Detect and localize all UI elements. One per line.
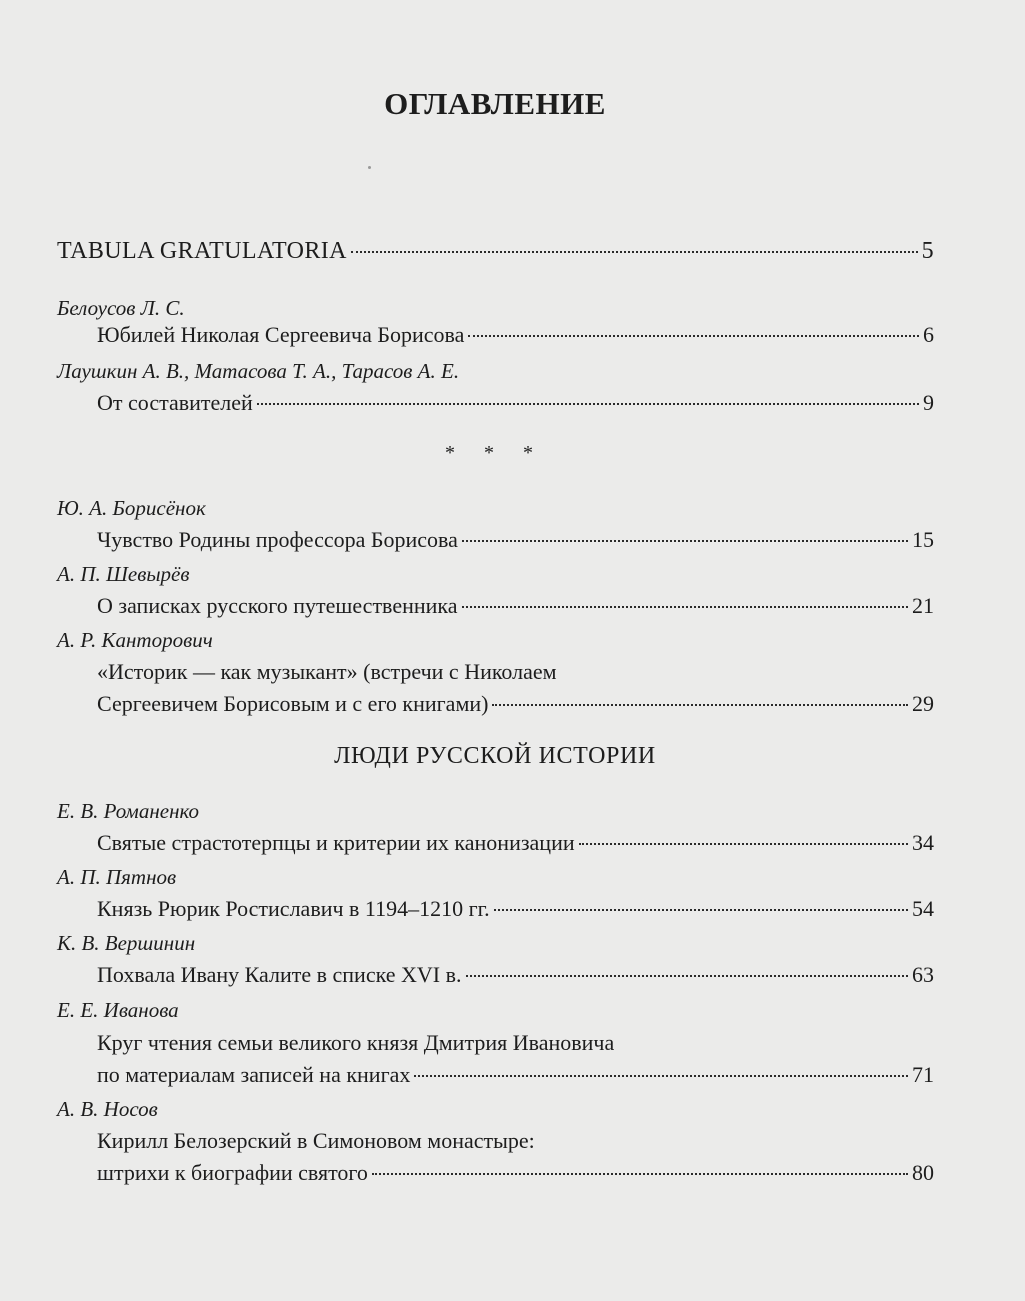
paper-speck	[368, 166, 371, 169]
page-number: 29	[912, 691, 934, 716]
author-name: К. В. Вершинин	[57, 931, 196, 955]
page-number: 9	[923, 390, 934, 415]
toc-entry[interactable]	[97, 829, 934, 857]
author-name: Е. Е. Иванова	[57, 998, 179, 1022]
page-number: 54	[912, 896, 934, 921]
author-name: Е. В. Романенко	[57, 799, 200, 823]
toc-entry[interactable]	[97, 1159, 934, 1187]
leader-dots	[468, 335, 919, 337]
entry-title: штрихи к биографии святого	[97, 1160, 368, 1185]
entry-title: Похвала Ивану Калите в списке XVI в.	[97, 962, 462, 987]
page-number: 6	[923, 322, 934, 347]
page-number: 15	[912, 527, 934, 552]
entry-title-line: Кирилл Белозерский в Симоновом монастыре:	[97, 1128, 535, 1153]
entry-title: О записках русского путешественника	[97, 593, 458, 618]
leader-dots	[579, 843, 908, 845]
leader-dots	[462, 606, 908, 608]
page-number: 5	[921, 238, 934, 264]
section-heading: ЛЮДИ РУССКОЙ ИСТОРИИ	[334, 743, 656, 769]
entry-title: От составителей	[97, 390, 253, 415]
entry-title-line: Круг чтения семьи великого князя Дмитрия Ивановича	[97, 1030, 615, 1055]
entry-title: Юбилей Николая Сергеевича Борисова	[97, 322, 465, 347]
toc-entry[interactable]	[97, 961, 934, 989]
entry-title: Чувство Родины профессора Борисова	[97, 527, 458, 552]
page-number: 34	[912, 830, 934, 855]
toc-entry[interactable]	[97, 690, 934, 718]
author-name: Лаушкин А. В., Матасова Т. А., Тарасов А. Е.	[57, 359, 460, 383]
entry-title: по материалам записей на книгах	[97, 1062, 411, 1087]
leader-dots	[494, 909, 908, 911]
entry-title: Сергеевичем Борисовым и с его книгами)	[97, 691, 489, 716]
toc-entry-tabula[interactable]	[57, 237, 934, 265]
page-number: 80	[912, 1160, 934, 1185]
author-name: Ю. А. Борисёнок	[57, 496, 206, 520]
entry-title: TABULA GRATULATORIA	[57, 238, 347, 264]
leader-dots	[462, 540, 908, 542]
page-number: 21	[912, 593, 934, 618]
toc-entry[interactable]	[97, 895, 934, 923]
toc-entry[interactable]	[97, 592, 934, 620]
toc-entry[interactable]	[97, 321, 934, 349]
page-title: ОГЛАВЛЕНИЕ	[384, 86, 606, 121]
leader-dots	[351, 251, 918, 253]
leader-dots	[257, 403, 919, 405]
author-name: А. П. Шевырёв	[57, 562, 190, 586]
author-name: Белоусов Л. С.	[57, 296, 185, 320]
entry-title-line: «Историк — как музыкант» (встречи с Николаем	[97, 659, 557, 684]
author-name: А. Р. Канторович	[57, 628, 213, 652]
toc-entry[interactable]	[97, 1061, 934, 1089]
author-name: А. В. Носов	[57, 1097, 158, 1121]
leader-dots	[372, 1173, 908, 1175]
entry-title: Святые страстотерпцы и критерии их канонизации	[97, 830, 575, 855]
leader-dots	[414, 1075, 908, 1077]
leader-dots	[466, 975, 909, 977]
toc-entry[interactable]	[97, 389, 934, 417]
leader-dots	[492, 704, 908, 706]
author-name: А. П. Пятнов	[57, 865, 177, 889]
entry-title: Князь Рюрик Ростиславич в 1194–1210 гг.	[97, 896, 490, 921]
page-number: 63	[912, 962, 934, 987]
toc-entry[interactable]	[97, 526, 934, 554]
page-number: 71	[912, 1062, 934, 1087]
section-separator: * * *	[445, 442, 545, 464]
